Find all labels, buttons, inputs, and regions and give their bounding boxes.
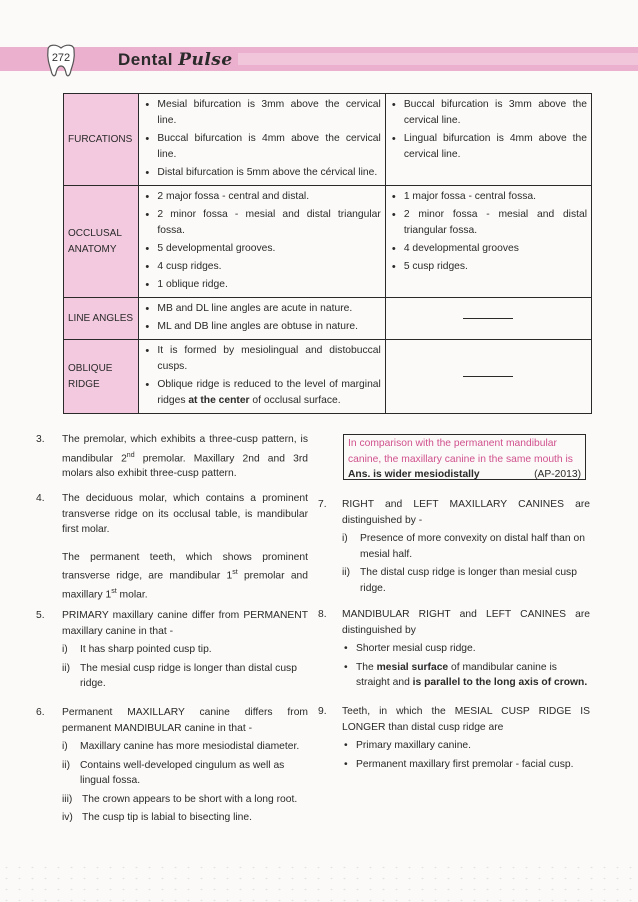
callout-question: In comparison with the permanent mandibular canine, the maxillary canine in the same mouth is <box>348 438 573 465</box>
item-number: 5. <box>36 610 45 621</box>
list-item: • 1 oblique ridge. <box>143 277 380 293</box>
sub-text: The distal cusp ridge is longer than mesial cusp ridge. <box>360 567 577 594</box>
comparison-table <box>63 93 592 414</box>
list-item: • 2 minor fossa - mesial and distal triangular fossa. <box>143 207 380 239</box>
list-item: • Mesial bifurcation is 3mm above the cervical line. <box>143 97 380 129</box>
item-number: 6. <box>36 707 45 718</box>
bullet-item: • Primary maxillary canine. <box>342 738 590 754</box>
question-5 <box>36 608 308 692</box>
sub-item <box>62 758 308 789</box>
mcq-callout-box <box>343 434 586 480</box>
list-item: • Distal bifurcation is 5mm above the cérvical line. <box>143 165 380 181</box>
item-text: Teeth, in which the MESIAL CUSP RIDGE IS LONGER than distal cusp ridge are <box>342 706 590 733</box>
list-item: • 1 major fossa - central fossa. <box>390 189 587 205</box>
text-span: The <box>356 661 377 673</box>
item-number: 4. <box>36 493 45 504</box>
right-cell-empty <box>385 340 591 414</box>
empty-dash <box>463 376 513 377</box>
sub-marker: i) <box>62 644 68 655</box>
list-item: • MB and DL line angles are acute in nature. <box>143 301 380 317</box>
sub-text: Presence of more convexity on distal half than on mesial half. <box>360 533 585 560</box>
question-9 <box>318 704 590 772</box>
callout-answer: Ans. is wider mesiodistally <box>348 469 480 480</box>
superscript: nd <box>126 451 135 459</box>
question-6 <box>36 705 308 826</box>
question-3 <box>36 432 308 482</box>
table-row <box>64 186 592 298</box>
superscript: st <box>111 587 117 595</box>
sub-item <box>62 642 308 658</box>
text-span: of mandibular canine is straight and <box>356 661 557 688</box>
list-item: • 5 developmental grooves. <box>143 241 380 257</box>
sub-text: The crown appears to be short with a long root. <box>82 793 298 805</box>
question-8 <box>318 607 590 691</box>
item-text-2 <box>36 550 308 603</box>
sub-marker: ii) <box>62 759 71 771</box>
page-number: 272 <box>51 52 71 64</box>
header-band-highlight <box>238 53 638 65</box>
sub-text: The mesial cusp ridge is longer than distal cusp ridge. <box>80 662 297 689</box>
table-row <box>64 298 592 340</box>
bold-span: at the center <box>188 395 250 406</box>
list-item: • 2 minor fossa - mesial and distal triangular fossa. <box>390 207 587 239</box>
item-number: 9. <box>318 706 327 717</box>
sub-marker: iii) <box>62 793 73 805</box>
sub-text: The cusp tip is labial to bisecting line. <box>82 812 252 823</box>
item-text <box>36 432 308 482</box>
bullet-item: • Permanent maxillary first premolar - facial cusp. <box>342 757 590 773</box>
sub-marker: i) <box>342 533 348 544</box>
list-item: • It is formed by mesiolingual and distobuccal cusps. <box>143 343 380 375</box>
left-cell <box>139 94 385 186</box>
sub-item <box>62 739 308 755</box>
sub-text: It has sharp pointed cusp tip. <box>80 644 212 655</box>
list-item: • 2 major fossa - central and distal. <box>143 189 380 205</box>
list-item: • 4 cusp ridges. <box>143 259 380 275</box>
sub-marker: ii) <box>62 662 71 674</box>
bold-span: mesial surface <box>376 661 449 673</box>
text-span: The premolar, which exhibits a three-cusp pattern, is mandibular 2 <box>62 434 308 464</box>
item-number: 8. <box>318 609 327 620</box>
list-item: • 4 developmental grooves <box>390 241 587 257</box>
question-7 <box>318 497 590 596</box>
callout-answer-row <box>348 467 581 483</box>
left-cell <box>139 186 385 298</box>
decorative-dots <box>0 862 638 902</box>
right-cell <box>385 186 591 298</box>
bold-span: is parallel to the long axis of crown. <box>412 677 588 688</box>
table-row <box>64 340 592 414</box>
list-item <box>143 377 380 409</box>
text-span: of occlusal surface. <box>249 395 341 406</box>
superscript: st <box>232 569 238 576</box>
sub-marker: ii) <box>342 567 351 578</box>
left-cell <box>139 340 385 414</box>
text-span: premolar. Maxillary 2nd and 3rd molars also exhibit three-cusp pattern. <box>62 452 308 480</box>
item-text: PRIMARY maxillary canine differ from PERMANENT maxillary canine in that - <box>62 610 308 637</box>
left-cell <box>139 298 385 340</box>
empty-dash <box>463 318 513 319</box>
list-item: • Lingual bifurcation is 4mm above the cervical line. <box>390 131 587 163</box>
question-4 <box>36 491 308 603</box>
list-item: • Buccal bifurcation is 4mm above the cervical line. <box>143 131 380 163</box>
brand-italic: Pulse <box>178 50 233 70</box>
item-text: RIGHT and LEFT MAXILLARY CANINES are distinguished by - <box>342 499 590 526</box>
sub-item <box>62 810 308 826</box>
text-span: Oblique ridge is reduced to the level of marginal ridges <box>157 379 381 406</box>
item-text: The deciduous molar, which contains a prominent transverse ridge on its occlusal table, is mandibular first molar. <box>62 493 308 535</box>
row-label: OBLIQUE RIDGE <box>64 340 139 414</box>
text-span: molar. <box>116 589 148 601</box>
sub-marker: iv) <box>62 812 73 823</box>
table-row <box>64 94 592 186</box>
sub-item <box>342 565 590 596</box>
bullet-item: • Shorter mesial cusp ridge. <box>342 641 590 657</box>
item-text: MANDIBULAR RIGHT and LEFT CANINES are distinguished by <box>342 609 590 636</box>
item-number: 3. <box>36 434 45 445</box>
row-label: OCCLUSAL ANATOMY <box>64 186 139 298</box>
right-cell <box>385 94 591 186</box>
callout-source: (AP-2013) <box>534 469 581 480</box>
bullet-item <box>342 660 590 691</box>
list-item: • ML and DB line angles are obtuse in nature. <box>143 319 380 335</box>
sub-text: Contains well-developed cingulum as well as lingual fossa. <box>80 759 285 786</box>
sub-text: Maxillary canine has more mesiodistal diameter. <box>80 741 300 752</box>
list-item: • 5 cusp ridges. <box>390 259 587 275</box>
brand-title <box>118 50 233 70</box>
sub-item <box>342 531 590 562</box>
text-span: The permanent teeth, which shows prominent transverse ridge, are mandibular 1 <box>62 551 308 582</box>
brand-main: Dental <box>118 50 173 69</box>
row-label: LINE ANGLES <box>64 298 139 340</box>
sub-item <box>62 792 308 808</box>
sub-marker: i) <box>62 741 68 752</box>
item-text: Permanent MAXILLARY canine differs from permanent MANDIBULAR canine in that - <box>62 707 308 734</box>
text-span: premolar and maxillary 1 <box>62 570 308 601</box>
sub-item <box>62 661 308 692</box>
item-number: 7. <box>318 499 327 510</box>
right-cell-empty <box>385 298 591 340</box>
list-item: • Buccal bifurcation is 3mm above the cervical line. <box>390 97 587 129</box>
row-label: FURCATIONS <box>64 94 139 186</box>
